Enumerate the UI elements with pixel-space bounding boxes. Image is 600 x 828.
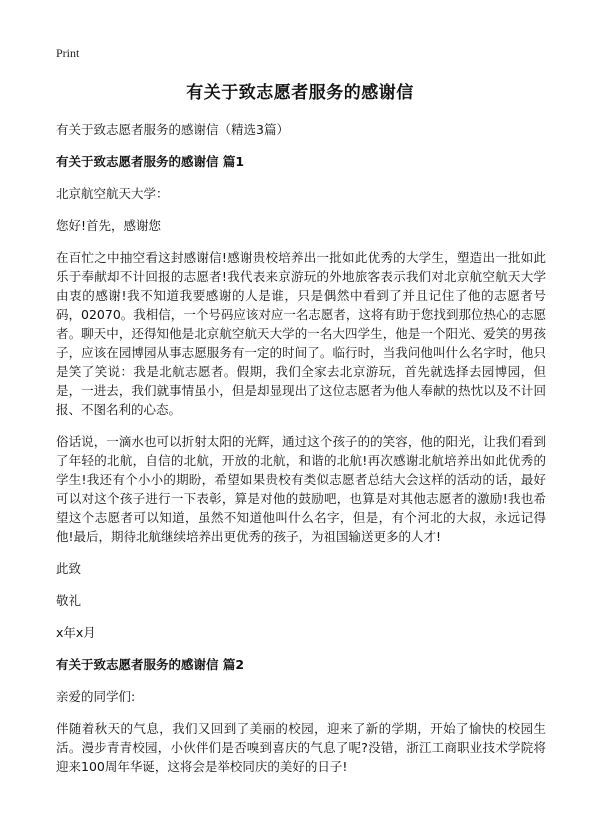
section-2-salutation: 亲爱的同学们:: [56, 689, 136, 704]
section-1-date: x年x月: [56, 625, 96, 640]
section-1-paragraph-2: 俗话说，一滴水也可以折射太阳的光辉，通过这个孩子的的笑容，他的阳光，让我们看到了年轻的北航，自信的北航，开放的北航，和谐的北航!再次感谢北航培养出如此优秀的学生!我还有个小小的期盼，希望如果贵校有类似志愿者总结大会这样的活动的话，最好可以对这个孩子进行一下表彰，算是对他的鼓励吧，也算是对其他志愿者的激励!我也希望这个志愿者可以知道，虽然不知道他叫什么名字，但是，有个河北的大叔，永远记得他!最后，期待北航继续培养出更优秀的孩子，为祖国输送更多的人才!: [56, 434, 546, 544]
print-link[interactable]: Print: [56, 46, 80, 60]
document-subtitle: 有关于致志愿者服务的感谢信（精选3篇）: [56, 122, 289, 137]
section-1-closing-2: 敬礼: [56, 593, 82, 608]
section-1-heading: 有关于致志愿者服务的感谢信 篇1: [56, 154, 245, 169]
section-1-greeting: 您好!首先，感谢您: [56, 218, 162, 233]
section-1-closing-1: 此致: [56, 561, 82, 576]
section-2-paragraph-1: 伴随着秋天的气息，我们又回到了美丽的校园，迎来了新的学期，开始了愉快的校园生活。漫步青青校园，小伙伴们是否嗅到喜庆的气息了呢?没错，浙江工商职业技术学院将迎来100周年华诞，这将会是举校同庆的美好的日子!: [56, 721, 546, 774]
document-body: [56, 120, 546, 789]
section-2-heading: 有关于致志愿者服务的感谢信 篇2: [56, 657, 245, 672]
page-title: 有关于致志愿者服务的感谢信: [186, 83, 414, 103]
section-1-salutation: 北京航空航天大学：: [56, 186, 169, 201]
section-1-paragraph-1: 在百忙之中抽空看这封感谢信!感谢贵校培养出一批如此优秀的大学生，塑造出一批如此乐于奉献却不计回报的志愿者!我代表来京游玩的外地旅客表示我们对北京航空航天大学由衷的感谢!我不知道我要感谢的人是谁，只是偶然中看到了并且记住了他的志愿者号码，02070。我相信，一个号码应该对应一名志愿者，这将有助于您找到那位热心的志愿者。聊天中，还得知他是北京航空航天大学的一名大四学生，他是一个阳光、爱笑的男孩子，应该在园博园从事志愿服务有一定的时间了。临行时，当我问他叫什么名字时，他只是笑了笑说：我是北航志愿者。假期，我们全家去北京游玩，首先就选择去园博园，但是，一进去，我们就事情虽小，但是却显现出了这位志愿者为他人奉献的热忱以及不计回报、不图名利的心态。: [56, 250, 546, 417]
